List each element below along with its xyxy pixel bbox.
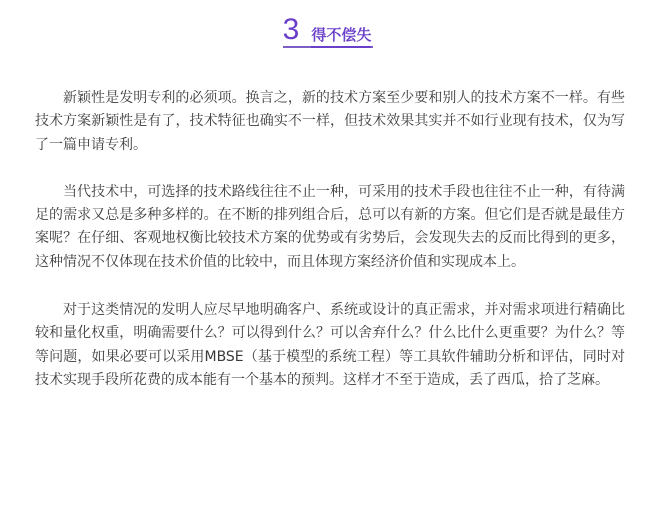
section-heading — [0, 14, 656, 48]
section-heading-inner — [283, 15, 374, 48]
paragraph-novelty: 新颖性是发明专利的必须项。换言之，新的技术方案至少要和别人的技术方案不一样。有些技术方案新颖性是有了，技术特征也确实不一样，但技术效果其实并不如行业现有技术，仅为写了一篇申请专利。 — [35, 90, 625, 153]
paragraph-advice: 对于这类情况的发明人应尽早地明确客户、系统或设计的真正需求，并对需求项进行精确比较和量化权重，明确需要什么？可以得到什么？可以舍弃什么？什么比什么更重要？为什么？等等问题，如果必要可以采用MBSE（基于模型的系统工程）等工具软件辅助分析和评估，同时对技术实现手段所花费的成本能有一个基本的预判。这样才不至于造成，丢了西瓜，拾了芝麻。 — [35, 302, 625, 388]
section-title: 得不偿失 — [311, 25, 371, 48]
article-body — [35, 87, 625, 392]
section-number: 3 — [282, 13, 300, 46]
paragraph-tech-routes: 当代技术中，可选择的技术路线往往不止一种，可采用的技术手段也往往不止一种，有待满足的需求又总是多种多样的。在不断的排列组合后，总可以有新的方案。但它们是否就是最佳方案呢？在仔细、客观地权衡比较技术方案的优势或有劣势后，会发现失去的反而比得到的更多，这种情况不仅体现在技术价值的比较中，而且体现方案经济价值和实现成本上。 — [35, 183, 625, 270]
